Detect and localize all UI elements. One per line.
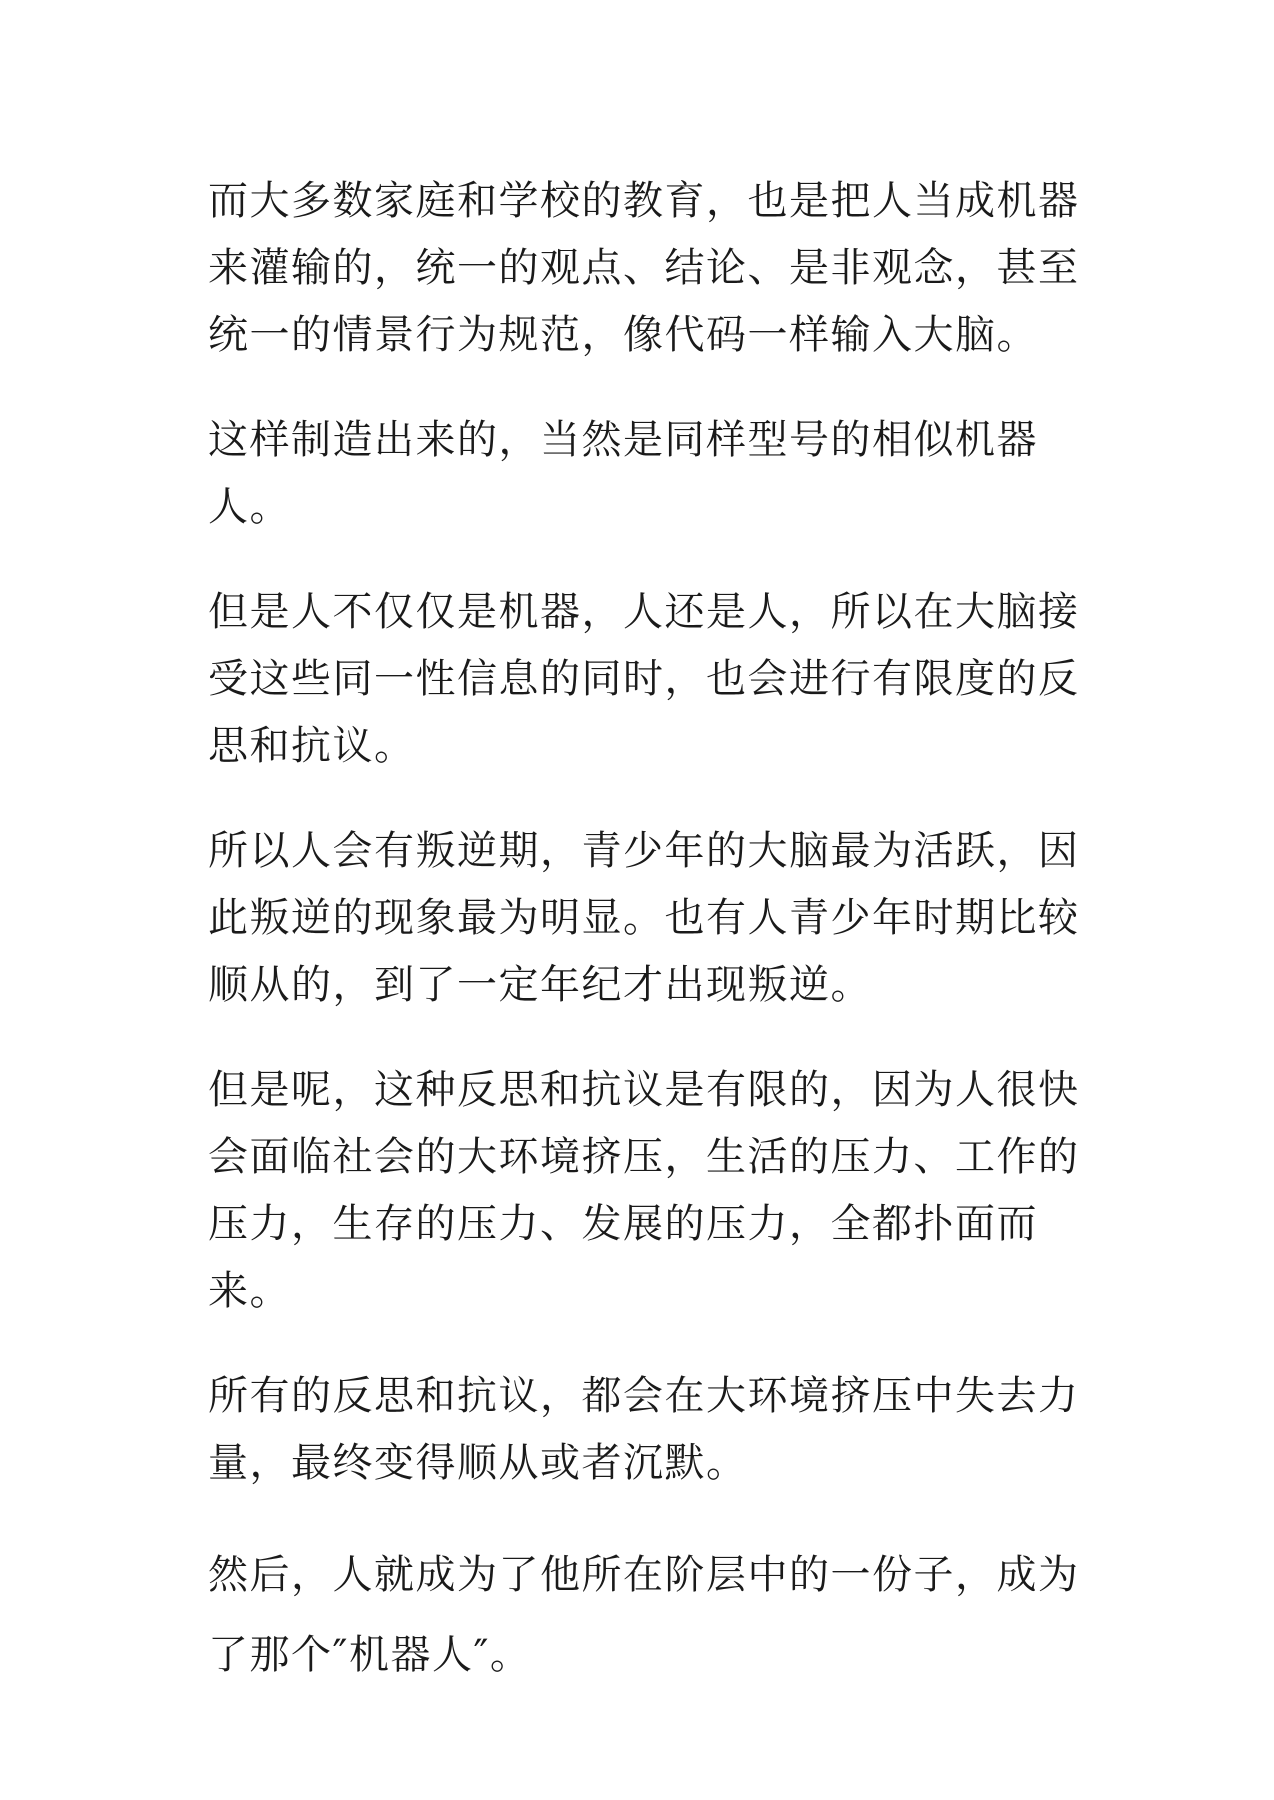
paragraph-2: 这样制造出来的，当然是同样型号的相似机器人。 (208, 417, 1038, 530)
paragraph-1: 而大多数家庭和学校的教育，也是把人当成机器来灌输的，统一的观点、结论、是非观念，甚至统一的情景行为规范，像代码一样输入大脑。 (208, 178, 1080, 358)
paragraph-4: 所以人会有叛逆期，青少年的大脑最为活跃，因此叛逆的现象最为明显。也有人青少年时期比较顺从的，到了一定年纪才出现叛逆。 (208, 828, 1080, 1008)
paragraph-7: 然后，人就成为了他所在阶层中的一份子，成为了那个″机器人″。 (208, 1552, 1080, 1678)
paragraph-3: 但是人不仅仅是机器，人还是人，所以在大脑接受这些同一性信息的同时，也会进行有限度的反思和抗议。 (208, 589, 1080, 769)
paragraph-5: 但是呢，这种反思和抗议是有限的，因为人很快会面临社会的大环境挤压，生活的压力、工作的压力，生存的压力、发展的压力，全都扑面而来。 (208, 1067, 1080, 1314)
document-body (208, 168, 1088, 1733)
paragraph-6: 所有的反思和抗议，都会在大环境挤压中失去力量，最终变得顺从或者沉默。 (208, 1373, 1080, 1486)
